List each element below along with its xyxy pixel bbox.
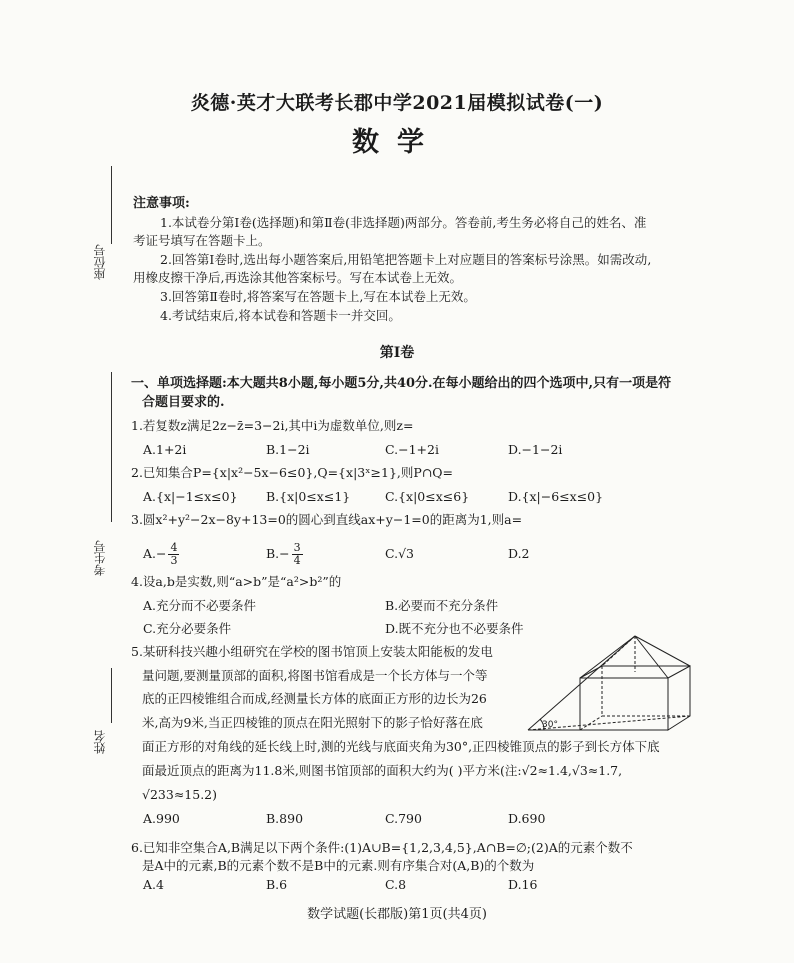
question-2-option-d: D.{x|−6≤x≤0} (508, 489, 604, 504)
question-2-option-b: B.{x|0≤x≤1} (266, 489, 351, 504)
question-3-option-c: C.√3 (385, 546, 415, 561)
notice-line: 2.回答第Ⅰ卷时,选出每小题答案后,用铅笔把答题卡上对应题目的答案标号涂黑。如需改动, (160, 252, 652, 267)
angle-label: 30° (542, 720, 558, 730)
library-geometry-figure (520, 630, 720, 742)
question-1-stem: 1.若复数z满足2z−z̄=3−2i,其中i为虚数单位,则z= (131, 418, 414, 433)
question-5-option-c: C.790 (385, 811, 422, 826)
notice-heading: 注意事项: (133, 196, 190, 211)
question-5-line: 面正方形的对角线的延长线上时,测的光线与底面夹角为30°,正四棱锥顶点的影子到长方体下底 (142, 739, 660, 754)
question-5-line: 面最近顶点的距离为11.8米,则图书馆顶部的面积大约为( )平方米(注:√2≈1.4,√3≈1.7, (142, 763, 623, 778)
question-2-stem: 2.已知集合P={x|x²−5x−6≤0},Q={x|3ˣ≥1},则P∩Q= (131, 465, 453, 480)
fraction-denominator: 3 (170, 554, 178, 567)
question-5-line: 量问题,要测量顶部的面积,将图书馆看成是一个长方体与一个等 (142, 668, 488, 683)
binding-line (111, 372, 112, 522)
exam-number-label: 考生号 (93, 540, 107, 576)
pyramid-edge (635, 636, 690, 666)
question-6-option-d: D.16 (508, 877, 538, 892)
page-footer: 数学试题(长郡版)第1页(共4页) (307, 907, 487, 922)
question-1-option-b: B.1−2i (266, 442, 310, 457)
question-6-option-b: B.6 (266, 877, 288, 892)
question-6-option-c: C.8 (385, 877, 407, 892)
cuboid-side-face (668, 666, 690, 730)
fraction-numerator: 3 (293, 541, 301, 554)
question-2-option-c: C.{x|0≤x≤6} (385, 489, 470, 504)
question-3-option-d: D.2 (508, 546, 530, 561)
fraction-numerator: 4 (170, 541, 178, 554)
binding-line (111, 166, 112, 244)
fraction (168, 542, 179, 567)
question-1-option-a: A.1+2i (143, 442, 187, 457)
notice-line: 1.本试卷分第Ⅰ卷(选择题)和第Ⅱ卷(非选择题)两部分。答卷前,考生务必将自己的姓名、准 (160, 215, 647, 230)
part-heading: 一、单项选择题:本大题共8小题,每小题5分,共40分.在每小题给出的四个选项中,只有一项是符 (131, 376, 672, 391)
part-heading: 合题目要求的. (142, 395, 225, 410)
question-3-option-a (143, 542, 179, 567)
question-1-option-d: D.−1−2i (508, 442, 563, 457)
notice-line: 4.考试结束后,将本试卷和答题卡一并交回。 (160, 308, 401, 323)
question-2-option-a: A.{x|−1≤x≤0} (143, 489, 238, 504)
notice-line: 考证号填写在答题卡上。 (133, 233, 271, 248)
fraction-denominator: 4 (293, 554, 301, 567)
notice-line: 3.回答第Ⅱ卷时,将答案写在答题卡上,写在本试卷上无效。 (160, 289, 476, 304)
question-5-line: √233≈15.2) (142, 787, 218, 802)
pyramid-edge (635, 636, 668, 678)
question-1-option-c: C.−1+2i (385, 442, 439, 457)
fraction (292, 542, 303, 567)
question-3-stem: 3.圆x²+y²−2x−8y+13=0的圆心到直线ax+y−1=0的距离为1,则a= (131, 512, 523, 527)
question-6-option-a: A.4 (143, 877, 164, 892)
subject-title: 数学 (352, 127, 442, 158)
notice-line: 用橡皮擦干净后,再选涂其他答案标号。写在本试卷上无效。 (133, 270, 462, 285)
question-5-line: 底的正四棱锥组合而成,经测量长方体的底面正方形的边长为26 (142, 691, 487, 706)
student-name-label: 姓名 (93, 730, 107, 754)
question-4-option-c: C.充分必要条件 (143, 621, 232, 636)
option-label: B.− (266, 546, 290, 561)
question-5-option-a: A.990 (143, 811, 180, 826)
question-5-line: 5.某研科技兴趣小组研究在学校的图书馆顶上安装太阳能板的发电 (131, 644, 493, 659)
question-6-line: 是A中的元素,B的元素个数不是B中的元素.则有序集合对(A,B)的个数为 (142, 858, 535, 873)
section-title: 第Ⅰ卷 (379, 345, 415, 361)
binding-line (111, 668, 112, 723)
question-6-line: 6.已知非空集合A,B满足以下两个条件:(1)A∪B={1,2,3,4,5},A∩B=∅;(2)A的元素个数不 (131, 840, 633, 855)
exam-title: 炎德·英才大联考长郡中学2021届模拟试卷(一) (190, 92, 604, 114)
seat-number-label: 座位号 (93, 244, 107, 280)
question-5-line: 米,高为9米,当正四棱锥的顶点在阳光照射下的影子恰好落在底 (142, 715, 483, 730)
question-3-option-b (266, 542, 303, 567)
question-5-option-d: D.690 (508, 811, 546, 826)
question-4-option-d: D.既不充分也不必要条件 (385, 621, 524, 636)
question-5-option-b: B.890 (266, 811, 304, 826)
question-4-option-a: A.充分而不必要条件 (143, 598, 257, 613)
option-label: A.− (143, 546, 167, 561)
question-4-option-b: B.必要而不充分条件 (385, 598, 499, 613)
pyramid-edge (580, 636, 635, 678)
cuboid-hidden-edge (580, 716, 602, 730)
question-4-stem: 4.设a,b是实数,则“a>b”是“a²>b²”的 (131, 574, 342, 589)
